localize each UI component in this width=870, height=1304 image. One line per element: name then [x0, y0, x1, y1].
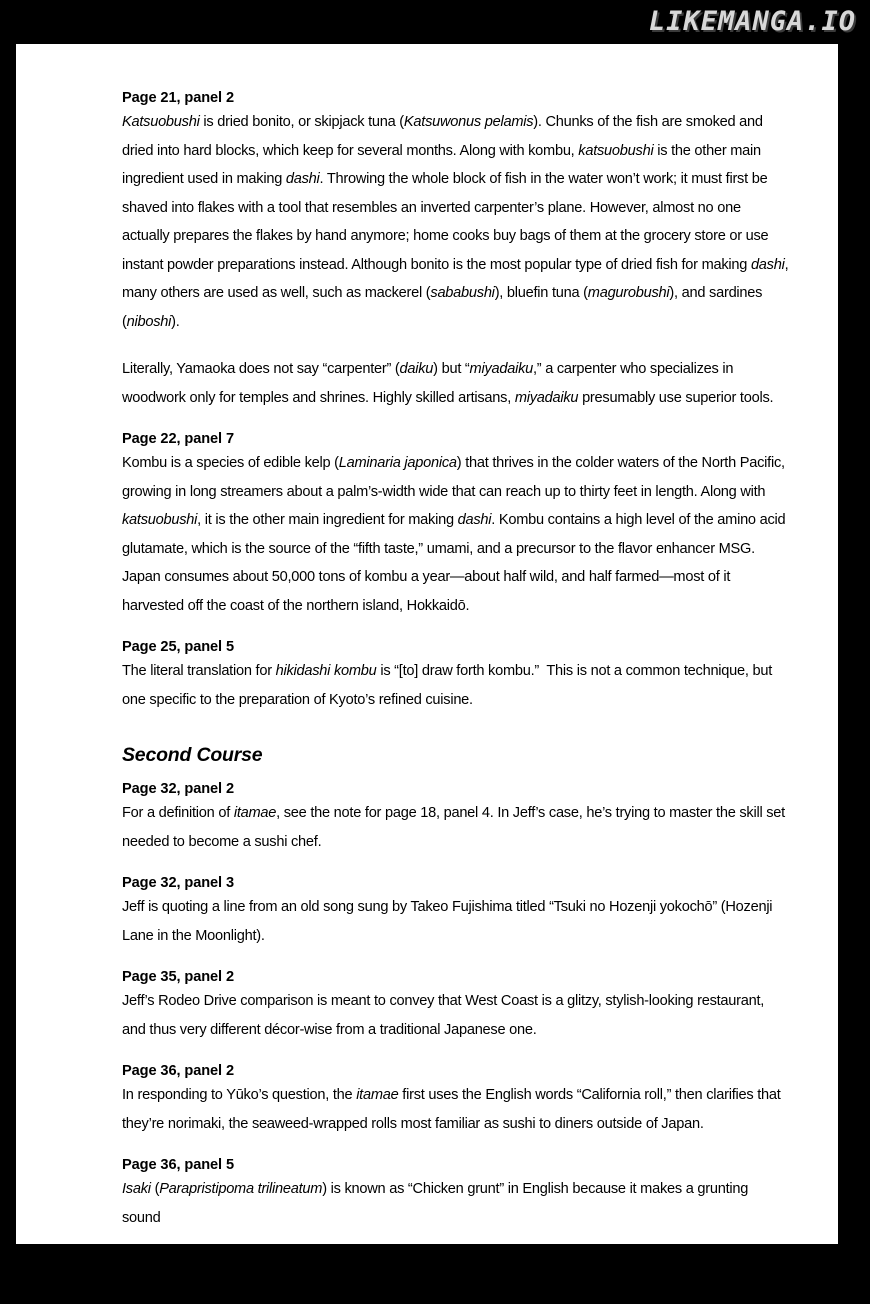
section-title: Second Course — [122, 744, 263, 766]
site-watermark: LIKEMANGA.IO — [648, 6, 856, 37]
note-paragraph: For a definition of itamae, see the note for page 18, panel 4. In Jeff’s case, he’s trying to master the skill set needed to become a sushi chef. — [122, 805, 785, 850]
document-page — [16, 44, 838, 1244]
note-block — [122, 1157, 789, 1232]
note-heading: Page 35, panel 2 — [122, 969, 234, 985]
note-block — [122, 781, 789, 856]
note-paragraph: Jeff is quoting a line from an old song sung by Takeo Fujishima titled “Tsuki no Hozenji yokochō” (Hozenji Lane in the Moonlight). — [122, 899, 773, 944]
note-heading: Page 32, panel 2 — [122, 781, 234, 797]
note-heading: Page 25, panel 5 — [122, 639, 234, 655]
note-block — [122, 431, 789, 620]
note-block — [122, 875, 789, 950]
note-block — [122, 969, 789, 1044]
note-heading: Page 36, panel 2 — [122, 1063, 234, 1079]
page-content — [122, 90, 789, 1251]
note-paragraph: Katsuobushi is dried bonito, or skipjack tuna (Katsuwonus pelamis). Chunks of the fish are smoked and dried into hard blocks, which keep for several months. Along with kombu, katsuobushi is the other main ingredient used in making dashi. Throwing the whole block of fish in the water won’t work; it must first be shaved into flakes with a tool that resembles an inverted carpenter’s plane. However, almost no one actually prepares the flakes by hand anymore; home cooks buy bags of them at the grocery store or use instant powder preparations instead. Although bonito is the most popular type of dried fish for making dashi, many others are used as well, such as mackerel (sababushi), bluefin tuna (magurobushi), and sardines (niboshi). — [122, 114, 789, 330]
note-block — [122, 90, 789, 336]
note-paragraph: In responding to Yūko’s question, the itamae first uses the English words “California roll,” then clarifies that they’re norimaki, the seaweed-wrapped rolls most familiar as sushi to diners outside of Japan. — [122, 1087, 781, 1132]
note-heading: Page 22, panel 7 — [122, 431, 234, 447]
note-paragraph: Isaki (Parapristipoma trilineatum) is known as “Chicken grunt” in English because it makes a grunting sound — [122, 1181, 749, 1226]
note-block — [122, 639, 789, 714]
note-paragraph: The literal translation for hikidashi kombu is “[to] draw forth kombu.” This is not a common technique, but one specific to the preparation of Kyoto’s refined cuisine. — [122, 663, 773, 708]
note-heading: Page 32, panel 3 — [122, 875, 234, 891]
note-heading: Page 36, panel 5 — [122, 1157, 234, 1173]
note-paragraph: Literally, Yamaoka does not say “carpenter” (daiku) but “miyadaiku,” a carpenter who specializes in woodwork only for temples and shrines. Highly skilled artisans, miyadaiku presumably use superior tools. — [122, 361, 774, 406]
note-paragraph: Jeff’s Rodeo Drive comparison is meant to convey that West Coast is a glitzy, stylish-looking restaurant, and thus very different décor-wise from a traditional Japanese one. — [122, 993, 765, 1038]
note-heading: Page 21, panel 2 — [122, 90, 234, 106]
note-paragraph: Kombu is a species of edible kelp (Laminaria japonica) that thrives in the colder waters of the North Pacific, growing in long streamers about a palm’s-width wide that can reach up to thirty feet in length. Along with katsuobushi, it is the other main ingredient for making dashi. Kombu contains a high level of the amino acid glutamate, which is the source of the “fifth taste,” umami, and a precursor to the flavor enhancer MSG. Japan consumes about 50,000 tons of kombu a year—about half wild, and half farmed—most of it harvested off the coast of the northern island, Hokkaidō. — [122, 455, 786, 614]
note-block — [122, 1063, 789, 1138]
note-block-continued — [122, 355, 789, 412]
